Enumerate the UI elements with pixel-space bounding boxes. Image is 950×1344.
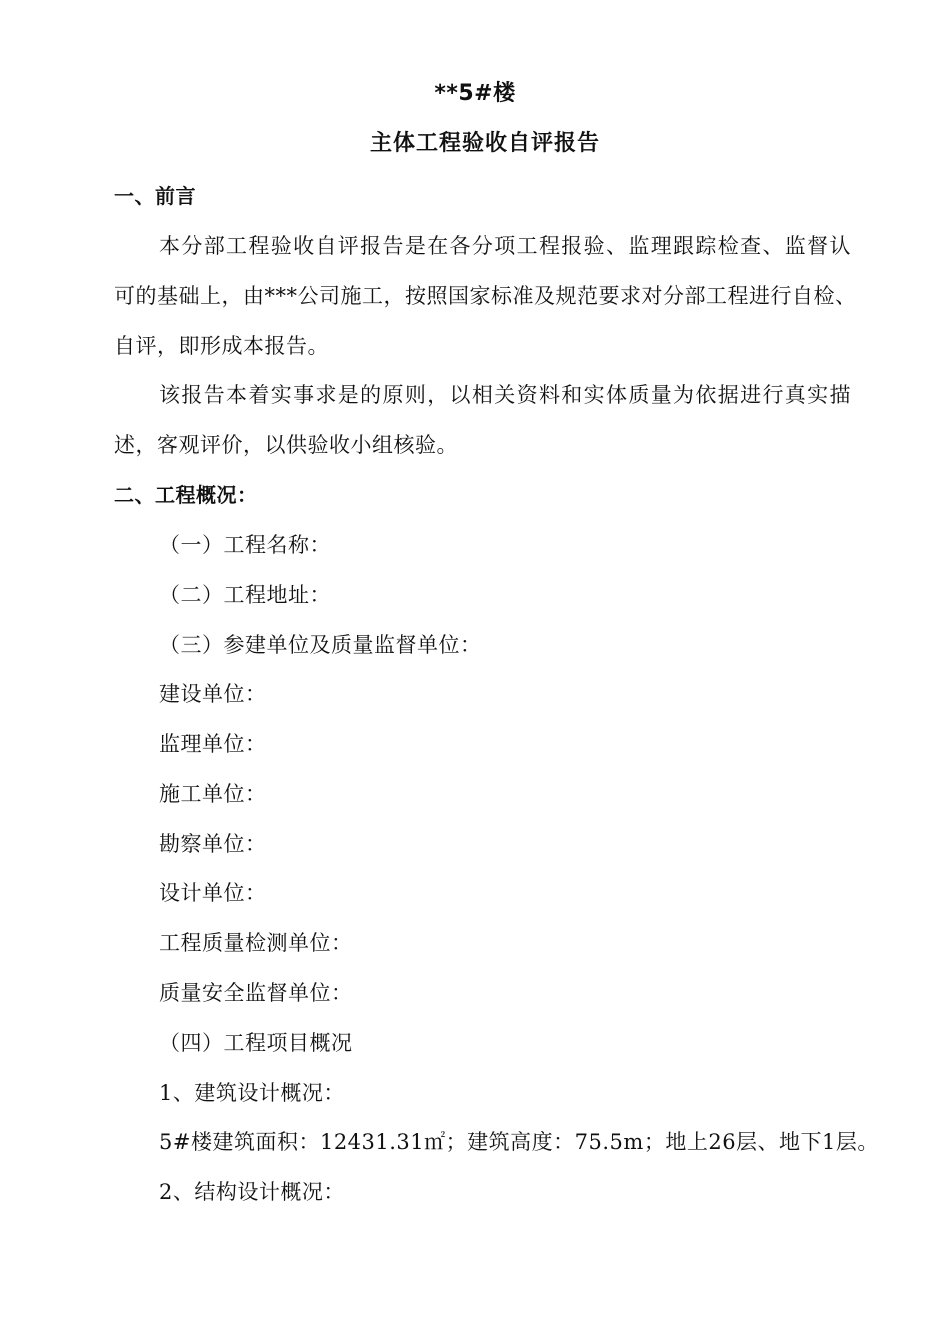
preface-paragraph-1-line-2: 可的基础上，由***公司施工，按照国家标准及规范要求对分部工程进行自检、 [114,284,857,308]
preface-paragraph-2-line-2: 述，客观评价，以供验收小组核验。 [114,433,458,457]
overview-item-project-summary: （四）工程项目概况 [159,1031,353,1055]
overview-item-project-name: （一）工程名称： [159,533,331,557]
unit-supervision: 监理单位： [159,732,267,756]
overview-item-project-address: （二）工程地址： [159,583,331,607]
architectural-design-detail: 5#楼建筑面积：12431.31㎡；建筑高度：75.5m；地上26层、地下1层。 [159,1130,879,1154]
preface-paragraph-1-line-1: 本分部工程验收自评报告是在各分项工程报验、监理跟踪检查、监督认 [159,234,851,258]
unit-design: 设计单位： [159,881,267,905]
unit-safety-supervision: 质量安全监督单位： [159,981,353,1005]
section-heading-preface: 一、前言 [114,184,196,208]
document-subtitle: 主体工程验收自评报告 [369,131,600,156]
architectural-design-heading: 1、建筑设计概况： [159,1081,345,1105]
overview-item-participating-units: （三）参建单位及质量监督单位： [159,633,482,657]
unit-construction-owner: 建设单位： [159,682,267,706]
preface-paragraph-1-line-3: 自评，即形成本报告。 [114,334,329,358]
section-heading-overview: 二、工程概况： [114,483,258,507]
document-title: **5#楼 [434,81,516,106]
unit-contractor: 施工单位： [159,782,267,806]
unit-survey: 勘察单位： [159,832,267,856]
unit-quality-testing: 工程质量检测单位： [159,931,353,955]
structural-design-heading: 2、结构设计概况： [159,1180,345,1204]
preface-paragraph-2-line-1: 该报告本着实事求是的原则，以相关资料和实体质量为依据进行真实描 [159,383,851,407]
